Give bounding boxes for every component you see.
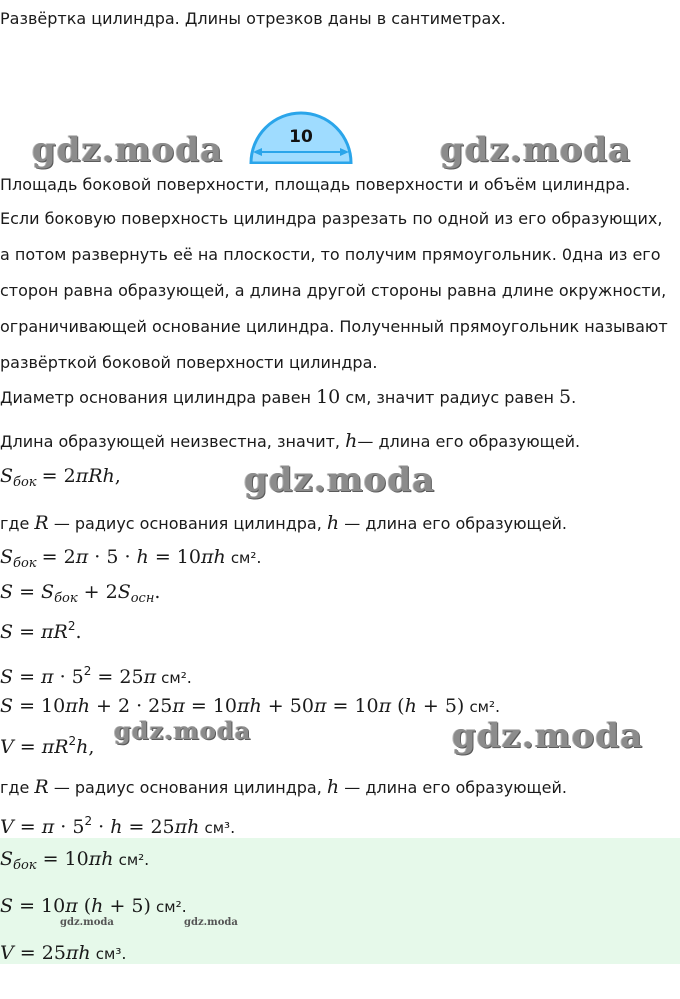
formula-base-calc: $S = \pi \cdot 5^2 = 25\pi$ см². (0, 664, 192, 688)
watermark: gdz.moda (184, 917, 238, 928)
watermark: gdz.moda (32, 130, 224, 170)
theory-line: Площадь боковой поверхности, площадь поверхности и объём цилиндра. (0, 175, 631, 194)
formula-volume-calc: $V = \pi \cdot 5^2 \cdot h = 25\pi h$ см³. (0, 814, 236, 838)
cylinder-diagram (248, 102, 354, 164)
answer-total: S = 10π (h + 5) см². (0, 895, 187, 917)
where-line: где R — радиус основания цилиндра, h — длина его образующей. (0, 512, 567, 534)
formula-lateral: $S_{бок} = 2\pi Rh$, (0, 465, 121, 490)
formula-base: $S = \pi R^2$. (0, 619, 82, 643)
watermark: gdz.moda (60, 917, 114, 928)
theory-line: Если боковую поверхность цилиндра разрезать по одной из его образующих, (0, 209, 663, 228)
where-line: где R — радиус основания цилиндра, h — длина его образующей. (0, 776, 567, 798)
watermark: gdz.moda (440, 130, 632, 170)
intro-text: Развёртка цилиндра. Длины отрезков даны в сантиметрах. (0, 9, 506, 28)
answer-lateral: $S_{бок} = 10\pi h$ см². (0, 848, 150, 873)
formula-lateral-calc: $S_{бок} = 2\pi \cdot 5 \cdot h = 10\pi h$ см². (0, 546, 262, 571)
diameter-line-text: Диаметр основания цилиндра равен 10 см, значит радиус равен 5. (0, 386, 577, 408)
watermark: gdz.moda (452, 716, 644, 756)
answer-volume: V = 25πh см³. (0, 942, 127, 964)
watermark: gdz.moda (114, 716, 252, 745)
formula-total-calc: S = 10πh + 2 · 25π = 10πh + 50π = 10π (h + 5) см². (0, 695, 501, 717)
theory-line: ограничивающей основание цилиндра. Полученный прямоугольник называют (0, 317, 668, 336)
theory-line: сторон равна образующей, а длина другой стороны равна длине окружности, (0, 281, 667, 300)
theory-line: развёрткой боковой поверхности цилиндра. (0, 353, 378, 372)
formula-volume: $V = \pi R^2h$, (0, 734, 95, 758)
diameter-label: 10 (289, 127, 313, 147)
theory-line: а потом развернуть её на плоскости, то получим прямоугольник. 0дна из его (0, 245, 661, 264)
formula-total: $S = S_{бок} + 2S_{осн}$. (0, 581, 161, 606)
watermark: gdz.moda (244, 460, 436, 500)
generatrix-line-text: Длина образующей неизвестна, значит, h— длина его образующей. (0, 430, 581, 452)
